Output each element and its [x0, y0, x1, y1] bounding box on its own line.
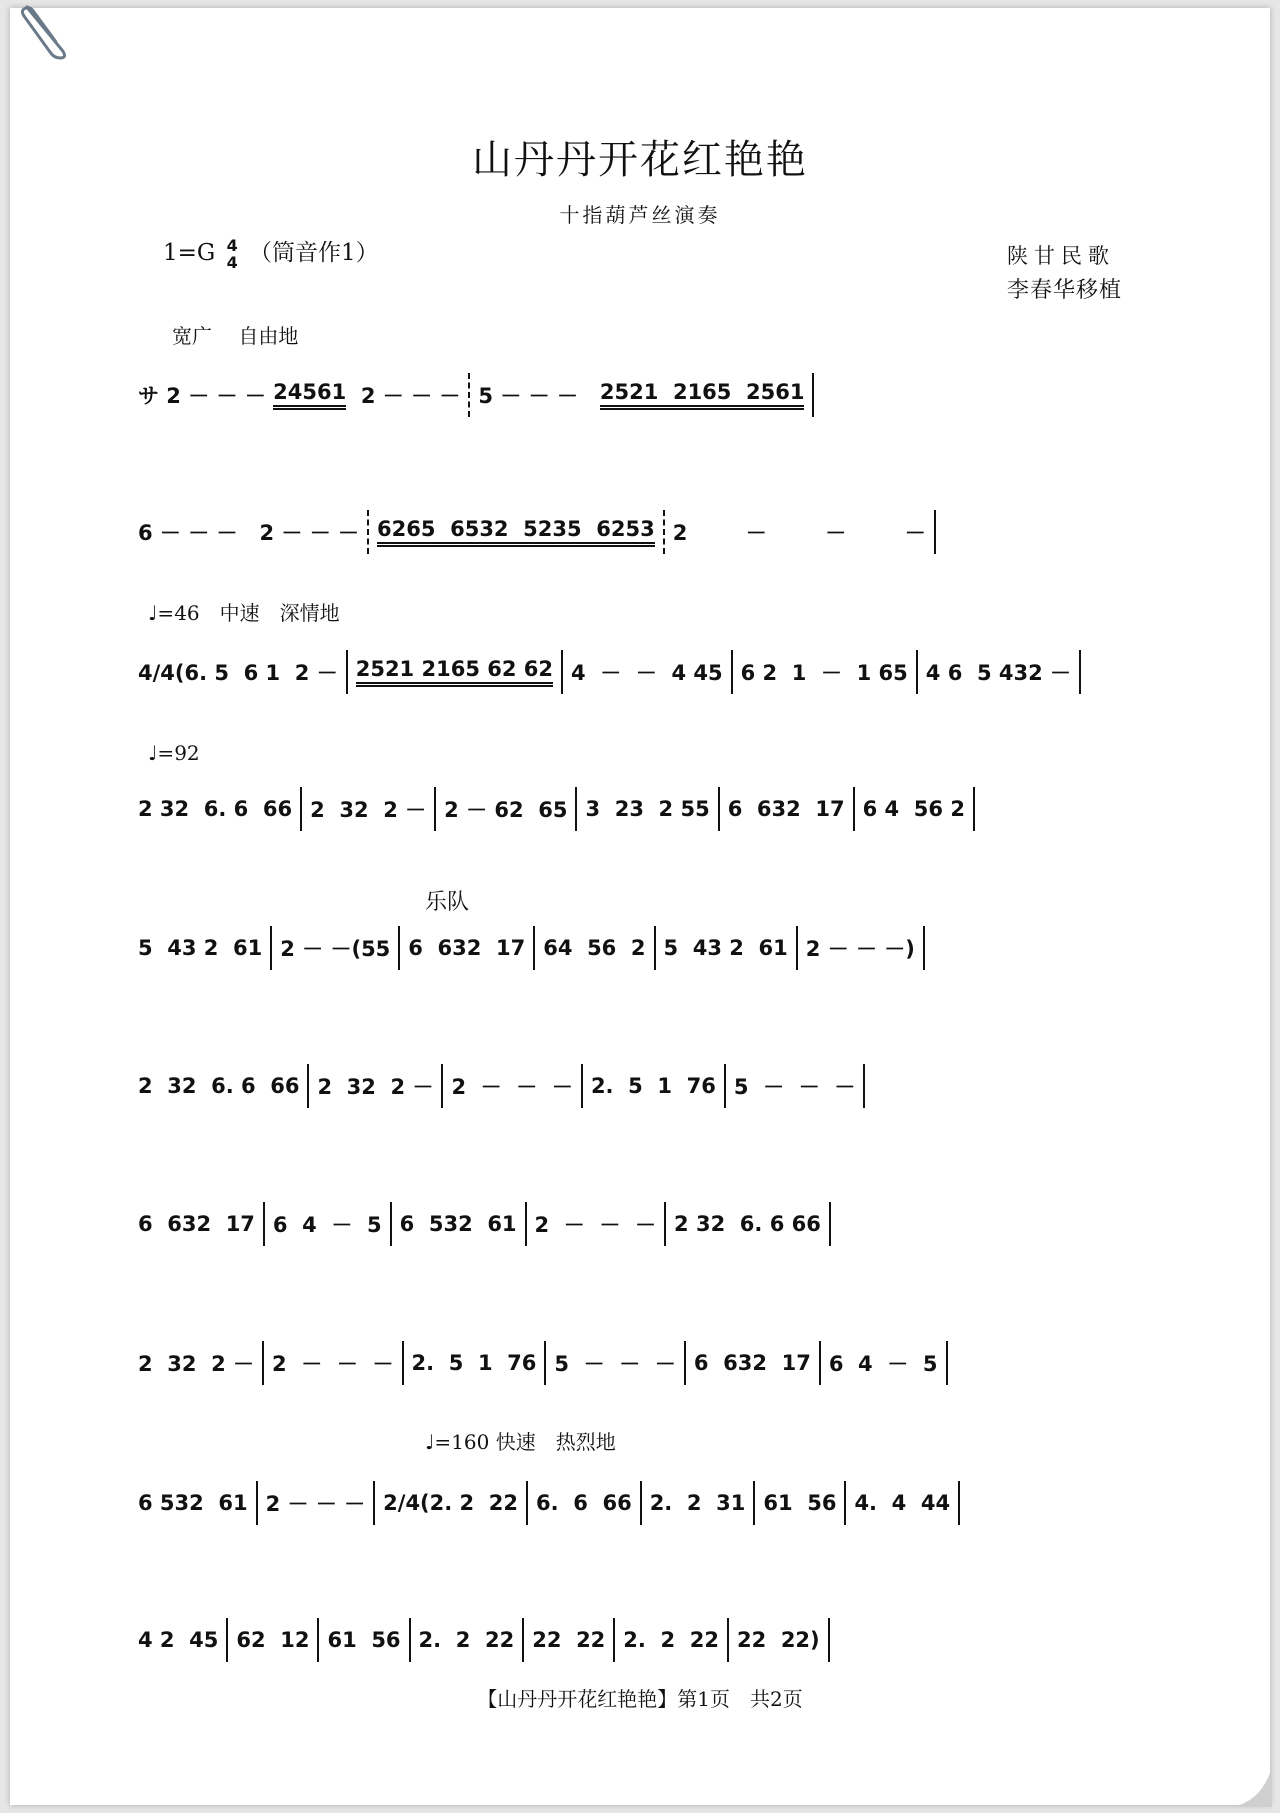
- note-group: 4/4(6. 5 6 1 2 －: [138, 661, 338, 685]
- barline: [727, 1618, 729, 1662]
- note-group: 22 22: [532, 1628, 606, 1652]
- barline: [973, 787, 975, 831]
- time-top: 4: [226, 236, 238, 255]
- notation-line-4: [138, 786, 1130, 832]
- note-group: 2 － － －: [672, 521, 926, 545]
- note-group: 2 32 6. 6 66: [674, 1212, 821, 1236]
- paperclip-icon: [18, 2, 70, 60]
- key-signature: [163, 234, 379, 271]
- barline: [731, 650, 733, 694]
- barline: [684, 1341, 686, 1385]
- barline: [307, 1064, 309, 1108]
- notation-line-7: [138, 1201, 1130, 1247]
- barline: [346, 650, 348, 694]
- barline: [402, 1341, 404, 1385]
- barline: [812, 373, 814, 417]
- barline: [853, 787, 855, 831]
- note-group: 4. 4 44: [854, 1491, 951, 1515]
- barline: [544, 1341, 546, 1385]
- note-group: 6 4 56 2: [862, 797, 965, 821]
- barline: [613, 1618, 615, 1662]
- notation-line-9: [138, 1480, 1130, 1526]
- barline: [367, 510, 369, 554]
- barline: [581, 1064, 583, 1108]
- barline: [373, 1481, 375, 1525]
- notation-line-2: [138, 509, 1130, 555]
- note-group: 22 22): [736, 1628, 820, 1652]
- barline: [946, 1341, 948, 1385]
- barline: [640, 1481, 642, 1525]
- barline: [533, 926, 535, 970]
- note-group: 2 32 2 －: [138, 1352, 255, 1376]
- barline: [262, 1341, 264, 1385]
- notation-line-8: [138, 1340, 1130, 1386]
- note-group: 6 2 1 － 1 65: [740, 661, 908, 685]
- barline: [561, 650, 563, 694]
- notation-line-3: [138, 649, 1130, 695]
- barline: [724, 1064, 726, 1108]
- barline: [390, 1202, 392, 1246]
- time-bottom: 4: [226, 253, 238, 272]
- note-group: 2 － － －: [272, 1352, 394, 1376]
- barline: [575, 787, 577, 831]
- note-group: 5 － － －: [554, 1352, 676, 1376]
- note-group: 2 － － －: [346, 384, 461, 408]
- barline: [654, 926, 656, 970]
- note-group: 2. 5 1 76: [590, 1074, 716, 1098]
- note-group: 6 532 61: [138, 1491, 248, 1515]
- barline: [263, 1202, 265, 1246]
- note-group: 6 632 17: [408, 936, 526, 960]
- note-group: 24561: [273, 380, 346, 410]
- key-text: 1=G: [163, 240, 216, 266]
- performance-subtitle: 十指葫芦丝演奏: [559, 203, 721, 227]
- note-group: 5 － － －: [478, 384, 600, 408]
- note-group: 2 － － －: [265, 1492, 366, 1516]
- note-group: 2 32 6. 6 66: [138, 797, 293, 821]
- barline: [718, 787, 720, 831]
- note-group: 2 32 2 －: [317, 1075, 434, 1099]
- tempo-marking-46: ♩=46 中速 深情地: [148, 601, 340, 625]
- tempo-marking-92: ♩=92: [148, 741, 200, 765]
- note-group: 6 4 － 5: [828, 1352, 938, 1376]
- note-group: 2. 2 22: [418, 1628, 515, 1652]
- barline: [526, 1481, 528, 1525]
- barline: [663, 510, 665, 554]
- barline: [525, 1202, 527, 1246]
- note-group: 62 12: [236, 1628, 310, 1652]
- barline: [434, 787, 436, 831]
- arranger-credit: 李春华移植: [1007, 278, 1123, 303]
- note-group: 64 56 2: [543, 936, 646, 960]
- barline: [398, 926, 400, 970]
- barline: [1079, 650, 1081, 694]
- barline: [828, 1618, 830, 1662]
- note-group: 2/4(2. 2 22: [383, 1491, 519, 1515]
- note-group: 2. 2 31: [649, 1491, 746, 1515]
- notation-line-10: [138, 1617, 1130, 1663]
- time-signature: [227, 237, 238, 271]
- barline: [916, 650, 918, 694]
- barline: [844, 1481, 846, 1525]
- note-group: 2 － － －: [451, 1075, 573, 1099]
- note-group: 2 － － －: [534, 1213, 657, 1237]
- notation-line-5: [138, 925, 1130, 971]
- song-title: 山丹丹开花红艳艳: [472, 137, 808, 183]
- note-group: 4 2 45: [138, 1628, 219, 1652]
- note-group: 3 23 2 55: [585, 797, 710, 821]
- barline: [923, 926, 925, 970]
- note-group: 2521 2165 2561: [600, 380, 805, 410]
- note-group: 2521 2165 62 62: [356, 657, 553, 687]
- barline: [664, 1202, 666, 1246]
- barline: [753, 1481, 755, 1525]
- barline: [796, 926, 798, 970]
- barline: [819, 1341, 821, 1385]
- note-group: 6. 6 66: [536, 1491, 632, 1515]
- barline: [829, 1202, 831, 1246]
- barline: [863, 1064, 865, 1108]
- note-group: 6265 6532 5235 6253: [377, 517, 655, 547]
- barline: [300, 787, 302, 831]
- note-group: 2. 5 1 76: [411, 1351, 537, 1375]
- note-group: 6 632 17: [138, 1212, 255, 1236]
- barline: [468, 373, 470, 417]
- notation-line-6: [138, 1063, 1130, 1109]
- note-group: 61 56: [327, 1628, 401, 1652]
- note-group: 2 － －(55: [280, 937, 391, 961]
- note-group: 4 － － 4 45: [571, 661, 723, 685]
- note-group: 6 532 61: [399, 1212, 517, 1236]
- barline: [317, 1618, 319, 1662]
- page-curl-icon: [1232, 1767, 1272, 1807]
- note-group: 2 32 2 －: [310, 798, 427, 822]
- tempo-marking-160: ♩=160 快速 热烈地: [425, 1430, 616, 1454]
- barline: [934, 510, 936, 554]
- barline: [958, 1481, 960, 1525]
- note-group: 2. 2 22: [623, 1628, 719, 1652]
- fingering-note: （筒音作1）: [249, 240, 379, 266]
- note-group: 6 － － － 2 － － －: [138, 521, 360, 545]
- intro-marking: 宽广 自由地: [172, 324, 299, 348]
- note-group: 2 32 6. 6 66: [138, 1074, 300, 1098]
- barline: [256, 1481, 258, 1525]
- barline: [522, 1618, 524, 1662]
- barline: [226, 1618, 228, 1662]
- note-group: サ 2 － － －: [138, 384, 274, 408]
- note-group: 4 6 5 432 －: [925, 661, 1072, 685]
- note-group: 5 － － －: [733, 1075, 856, 1099]
- note-group: 5 43 2 61: [138, 936, 263, 960]
- note-group: 6 4 － 5: [272, 1213, 382, 1237]
- note-group: 6 632 17: [693, 1351, 811, 1375]
- page-footer: 【山丹丹开花红艳艳】第1页 共2页: [477, 1687, 803, 1711]
- band-marking: 乐队: [425, 890, 470, 915]
- barline: [270, 926, 272, 970]
- barline: [409, 1618, 411, 1662]
- note-group: 2 － 62 65: [444, 798, 568, 822]
- origin-credit: 陕甘民歌: [1007, 244, 1115, 268]
- note-group: 6 632 17: [727, 797, 845, 821]
- note-group: 5 43 2 61: [663, 936, 788, 960]
- note-group: 61 56: [763, 1491, 837, 1515]
- barline: [441, 1064, 443, 1108]
- note-group: 2 － － －): [805, 937, 915, 961]
- notation-line-1: [138, 372, 1130, 418]
